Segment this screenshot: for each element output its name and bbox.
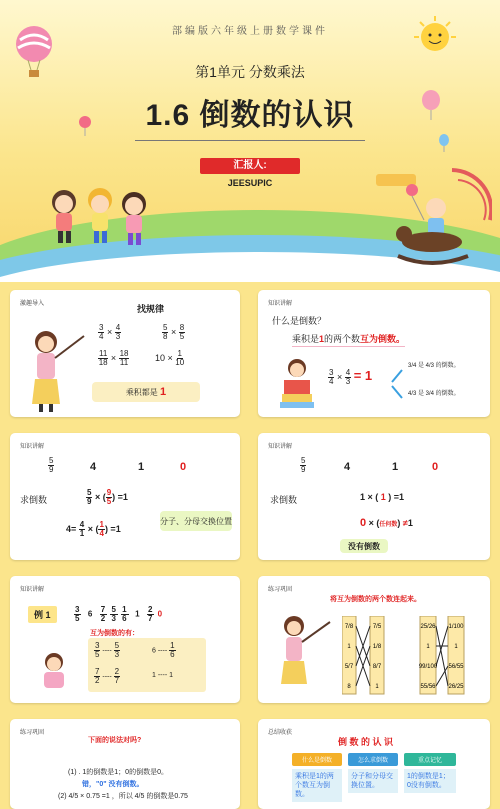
pair-item: $\frac{7}{2}$ ---- $\frac{2}{7}$ [95,667,120,685]
equation-1: 1 × ( 1 ) =1 [360,492,405,502]
number-item: $\frac{5}{9}$ [301,456,306,474]
svg-text:8: 8 [347,684,351,690]
equation-2: 4= $\frac{4}{1}$ × ( $\frac{1}{4}$ ) =1 [66,520,121,538]
unit-label: 第1单元 分数乘法 [195,64,305,80]
cover-slide [0,0,500,282]
svg-text:8/7: 8/7 [372,664,382,670]
expression-row: $\frac{3}{4}$ × $\frac{4}{3}$ [99,323,121,341]
number-item: 1 [392,461,399,473]
slide-tag: 练习巩固 [268,584,292,593]
slide-tag: 知识讲解 [268,298,292,307]
slide-warmup [10,290,240,417]
pair-item: 6 ---- $\frac{1}{6}$ [152,641,175,659]
svg-text:1: 1 [375,684,379,690]
svg-text:99/100: 99/100 [418,664,438,670]
rocking-horse-illustration [372,160,492,270]
lesson-title: 1.6 倒数的认识 [145,99,355,132]
example-label: 例 1 [28,606,57,623]
slide-find-reciprocal-1 [10,433,240,560]
title-divider [135,140,365,141]
pair-title: 互为倒数的有： [90,630,139,637]
slide1-heading: 找规律 [137,304,165,314]
svg-text:7/8: 7/8 [344,624,354,630]
number-item: 1 [138,461,145,473]
svg-text:1: 1 [347,644,351,650]
def-part: 乘积是 [292,334,320,344]
reporter-name: JEESUPIC [227,178,273,188]
definition [292,332,405,347]
column-body: 乘积是1的两个数互为倒数。 [292,769,342,802]
statement-1: (1) . 1的倒数是1；0的倒数是0。 [68,769,168,776]
slide-find-reciprocal-2 [258,433,490,560]
expression-row: $\frac{5}{8}$ × $\frac{8}{5}$ [163,323,185,341]
pair-box [88,638,206,692]
svg-text:5/7: 5/7 [344,664,354,670]
def-part: 的两个数 [324,334,361,344]
column-body: 1的倒数是1；0没有倒数。 [404,769,456,793]
slide-practice-match [258,576,490,703]
number-item: $\frac{5}{9}$ [49,456,54,474]
slide-what-is-reciprocal [258,290,490,417]
reporter-badge: 汇报人: [200,158,300,174]
number-item: 4 [90,461,97,473]
svg-text:1: 1 [454,644,458,650]
question-text: 什么是倒数？ [272,316,327,326]
number-item: 0 [180,461,187,473]
equation-result: = 1 [353,368,373,383]
summary-heading: 倒 数 的 认 识 [338,737,394,747]
matching-lines [342,616,482,696]
pair-item: $\frac{3}{5}$ ---- $\frac{5}{3}$ [95,641,120,659]
column-head: 怎么求倒数 [348,753,398,766]
summary-column [404,753,456,793]
slide-tag: 知识讲解 [268,441,292,450]
svg-text:25/26: 25/26 [420,624,436,630]
def-part: 互为倒数。 [360,334,406,344]
expression-row: $\frac{11}{18}$ × $\frac{18}{11}$ [98,349,129,367]
def-part: 1 [319,334,325,344]
equation-2: 0 × (任何数) ≠1 [360,517,413,529]
svg-text:1/100: 1/100 [448,624,464,630]
result-box [92,382,200,402]
reciprocal-statement-2: 4/3 是 3/4 的倒数。 [408,391,460,397]
child-illustration [34,650,74,694]
teacher-illustration [272,612,336,698]
number-item: 0 [432,461,439,473]
number-item: 4 [344,461,351,473]
tip-box: 分子、分母交换位置 [160,511,232,531]
pair-item: 1 ---- 1 [152,672,173,679]
arrow-icon [390,366,404,402]
svg-text:26/25: 26/25 [448,684,464,690]
blue-balloon-icon [438,134,450,152]
equation: $\frac{3}{4}$ × $\frac{4}{3}$ = 1 [329,368,373,387]
summary-column [348,753,398,793]
slide-example-1 [10,576,240,703]
result-value: 1 [160,386,167,398]
slide-tag: 总结收获 [268,727,292,736]
no-reciprocal-box: 没有倒数 [340,539,388,553]
expression-row: 10 × $\frac{1}{10}$ [155,349,185,367]
ask-label: 求倒数 [20,495,48,505]
statement-2: (2) 4/5 × 0.75 =1 ，所以 4/5 的倒数是0.75 [58,793,188,800]
svg-text:1: 1 [426,644,430,650]
svg-text:1/8: 1/8 [372,644,382,650]
number-list: $\frac{3}{5}$ 6 $\frac{7}{2}$ $\frac{5}{3}$ $\frac{1}{6}$ 1 $\frac{2}{7}$ 0 [75,605,164,623]
column-head: 什么是倒数 [292,753,342,766]
column-body: 分子和分母交换位置。 [348,769,398,793]
reciprocal-statement-1: 3/4 是 4/3 的倒数。 [408,363,460,369]
slide-tag: 练习巩固 [20,727,44,736]
answer-1: 错，"0" 没有倒数。 [82,781,144,788]
summary-column [292,753,342,802]
svg-text:7/5: 7/5 [372,624,382,630]
equation-1: $\frac{5}{9}$ × ( $\frac{9}{5}$ ) =1 [87,488,128,506]
ask-label: 求倒数 [270,495,298,505]
slide-tag: 知识讲解 [20,584,44,593]
slide-summary [258,719,490,809]
svg-text:55/56: 55/56 [420,684,436,690]
children-illustration [42,180,162,250]
question-text: 下面的说法对吗? [88,737,142,744]
teacher-illustration [22,326,92,414]
svg-text:56/55: 56/55 [448,664,464,670]
slide-tag: 激趣导入 [20,298,44,307]
sun-icon [412,14,458,60]
column-head: 重点记忆 [404,753,456,766]
instruction-text: 将互为倒数的两个数连起来。 [330,596,421,603]
reading-girl-illustration [278,356,316,410]
cover-subtitle: 部编版六年级上册数学课件 [172,26,328,37]
slide-tag: 知识讲解 [20,441,44,450]
result-prefix: 乘积都是 [125,388,158,397]
slide-practice-judge [10,719,240,809]
